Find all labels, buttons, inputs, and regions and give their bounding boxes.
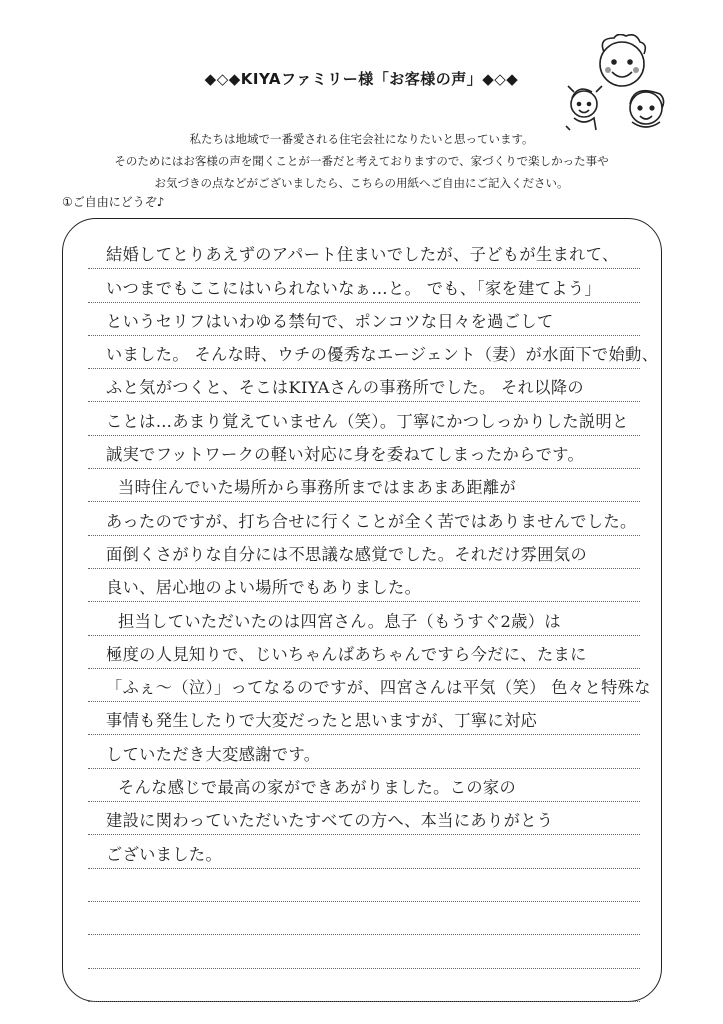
page-title: ◆◇◆KIYAファミリー様「お客様の声」◆◇◆ (204, 70, 519, 88)
comment-line (88, 602, 640, 635)
comment-text: ふと気がつくと、そこはKIYAさんの事務所でした。 それ以降の (106, 378, 585, 398)
comment-line (88, 902, 640, 935)
comment-text: というセリフはいわゆる禁句で、ポンコツな日々を過ごして (106, 311, 554, 331)
comment-line (88, 935, 640, 968)
comment-line (88, 636, 640, 669)
family-faces-illustration (560, 34, 670, 132)
comment-line (88, 436, 640, 469)
comment-line (88, 702, 640, 735)
comment-line (88, 502, 640, 535)
comment-text: 建設に関わっていただいたすべての方へ、本当にありがとう (106, 811, 554, 831)
comment-text: いました。 そんな時、ウチの優秀なエージェント（妻）が水面下で始動、 (106, 345, 659, 365)
comment-text: 事情も発生したりで大変だったと思いますが、丁寧に対応 (106, 711, 538, 731)
comment-text: 極度の人見知りで、じいちゃんばあちゃんですら今だに、たまに (106, 644, 587, 664)
comment-line (88, 303, 640, 336)
comment-line (88, 402, 640, 435)
comment-line (88, 802, 640, 835)
comment-line (88, 236, 640, 269)
comment-text: 「ふぇ〜（泣）」ってなるのですが、四宮さんは平気（笑） 色々と特殊な (106, 678, 651, 698)
free-comment-prompt: ①ご自由にどうぞ♪ (62, 195, 165, 209)
comment-line (88, 835, 640, 868)
intro-text (0, 128, 723, 194)
comment-text: あったのですが、打ち合せに行くことが全く苦ではありませんでした。 (106, 511, 637, 531)
comment-text: 良い、居心地のよい場所でもありました。 (106, 578, 422, 598)
comment-line (88, 336, 659, 369)
comment-line (88, 369, 640, 402)
comment-line (88, 735, 640, 768)
comment-line (88, 669, 651, 702)
comment-line (88, 269, 640, 302)
comment-text: 面倒くさがりな自分には不思議な感覚でした。それだけ雰囲気の (106, 544, 588, 564)
comment-line (88, 569, 640, 602)
comment-text: 誠実でフットワークの軽い対応に身を委ねてしまったからです。 (106, 445, 585, 465)
comment-line (88, 469, 640, 502)
comment-line (88, 869, 640, 902)
comment-line (88, 536, 640, 569)
comment-text: 結婚してとりあえずのアパート住まいでしたが、子どもが生まれて、 (106, 245, 619, 265)
comment-text: していただき大変感謝です。 (106, 744, 321, 764)
intro-line: そのためにはお客様の声を聞くことが一番だと考えておりますので、家づくりで楽しかった事や (114, 154, 609, 168)
intro-line: お気づきの点などがございましたら、こちらの用紙へご自由にご記入ください。 (154, 176, 569, 190)
comment-line (88, 769, 640, 802)
comment-text: ございました。 (106, 844, 223, 864)
comment-text: 担当していただいたのは四宮さん。息子（もうすぐ2歳）は (118, 611, 561, 631)
comment-text: 当時住んでいた場所から事務所まではまあまあ距離が (118, 478, 517, 498)
comment-text: ことは…あまり覚えていません（笑）。丁寧にかつしっかりした説明と (106, 411, 629, 431)
comment-line (88, 969, 640, 1002)
intro-line: 私たちは地域で一番愛される住宅会社になりたいと思っています。 (189, 132, 534, 146)
comment-text: いつまでもここにはいられないなぁ…と。 でも、「家を建てよう」 (106, 278, 602, 298)
comment-text: そんな感じで最高の家ができあがりました。この家の (118, 778, 517, 798)
handwritten-comment-area (88, 236, 659, 1002)
